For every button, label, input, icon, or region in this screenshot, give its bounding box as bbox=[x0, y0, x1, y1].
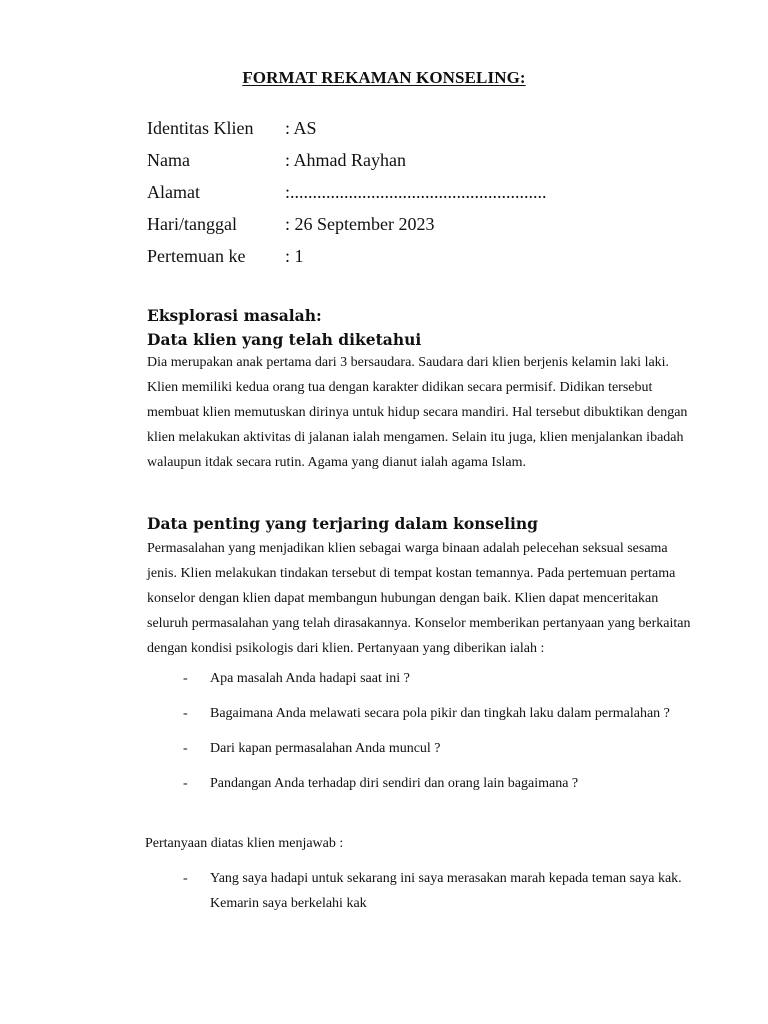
paragraph-line: Dia merupakan anak pertama dari 3 bersaudara. Saudara dari klien berjenis kelamin laki laki. bbox=[147, 355, 670, 370]
answer-line: Kemarin saya berkelahi kak bbox=[210, 896, 367, 911]
identity-value: : Ahmad Rayhan bbox=[285, 149, 406, 170]
known-data-heading: Data klien yang telah diketahui bbox=[147, 330, 422, 349]
exploration-heading: Eksplorasi masalah: bbox=[147, 306, 322, 325]
identity-block bbox=[147, 112, 667, 272]
important-data-heading: Data penting yang terjaring dalam konseling bbox=[147, 514, 538, 533]
bullet-dash: - bbox=[183, 706, 188, 721]
bullet-dash: - bbox=[183, 671, 188, 686]
bullet-dash: - bbox=[183, 741, 188, 756]
paragraph-line: klien melakukan aktivitas di jalanan ialah mengamen. Selain itu juga, klien menjalankan ibadah bbox=[147, 430, 684, 445]
paragraph-line: seluruh permasalahan yang telah dirasakannya. Konselor memberikan pertanyaan yang berkaitan bbox=[147, 616, 691, 631]
identity-label: Nama bbox=[147, 149, 190, 170]
paragraph-line: membuat klien memutuskan dirinya untuk hidup secara mandiri. Hal tersebut dibuktikan dengan bbox=[147, 405, 688, 420]
question-text: Bagaimana Anda melawati secara pola pikir dan tingkah laku dalam permalahan ? bbox=[210, 706, 670, 721]
identity-label: Alamat bbox=[147, 181, 200, 202]
identity-value: : AS bbox=[285, 117, 317, 138]
paragraph-line: Permasalahan yang menjadikan klien sebagai warga binaan adalah pelecehan seksual sesama bbox=[147, 541, 668, 556]
identity-label: Hari/tanggal bbox=[147, 213, 237, 234]
answers-intro: Pertanyaan diatas klien menjawab : bbox=[145, 836, 344, 851]
identity-value: : 26 September 2023 bbox=[285, 213, 435, 234]
paragraph-line: dengan kondisi psikologis dari klien. Pertanyaan yang diberikan ialah : bbox=[147, 641, 545, 656]
identity-row-date bbox=[147, 208, 667, 240]
paragraph-line: Klien memiliki kedua orang tua dengan karakter didikan secara permisif. Didikan tersebut bbox=[147, 380, 653, 395]
identity-value: :......................................................... bbox=[285, 181, 547, 202]
identity-label: Pertemuan ke bbox=[147, 245, 246, 266]
identity-label: Identitas Klien bbox=[147, 117, 254, 138]
identity-value: : 1 bbox=[285, 245, 304, 266]
question-text: Apa masalah Anda hadapi saat ini ? bbox=[210, 671, 410, 686]
answer-line: Yang saya hadapi untuk sekarang ini saya merasakan marah kepada teman saya kak. bbox=[210, 871, 682, 886]
paragraph-line: konselor dengan klien dapat membangun hubungan dengan baik. Klien dapat menceritakan bbox=[147, 591, 659, 606]
identity-row-meeting bbox=[147, 240, 667, 272]
important-data-paragraph bbox=[147, 536, 757, 661]
question-text: Pandangan Anda terhadap diri sendiri dan orang lain bagaimana ? bbox=[210, 776, 579, 791]
bullet-dash: - bbox=[183, 776, 188, 791]
identity-row-address bbox=[147, 176, 667, 208]
bullet-dash: - bbox=[183, 871, 188, 886]
identity-row-client-id bbox=[147, 112, 667, 144]
paragraph-line: jenis. Klien melakukan tindakan tersebut di tempat kostan temannya. Pada pertemuan pertama bbox=[147, 566, 676, 581]
document-title: FORMAT REKAMAN KONSELING: bbox=[242, 68, 526, 87]
known-data-paragraph bbox=[147, 350, 757, 475]
question-text: Dari kapan permasalahan Anda muncul ? bbox=[210, 741, 441, 756]
identity-row-name bbox=[147, 144, 667, 176]
paragraph-line: walaupun itdak secara rutin. Agama yang dianut ialah agama Islam. bbox=[147, 455, 527, 470]
